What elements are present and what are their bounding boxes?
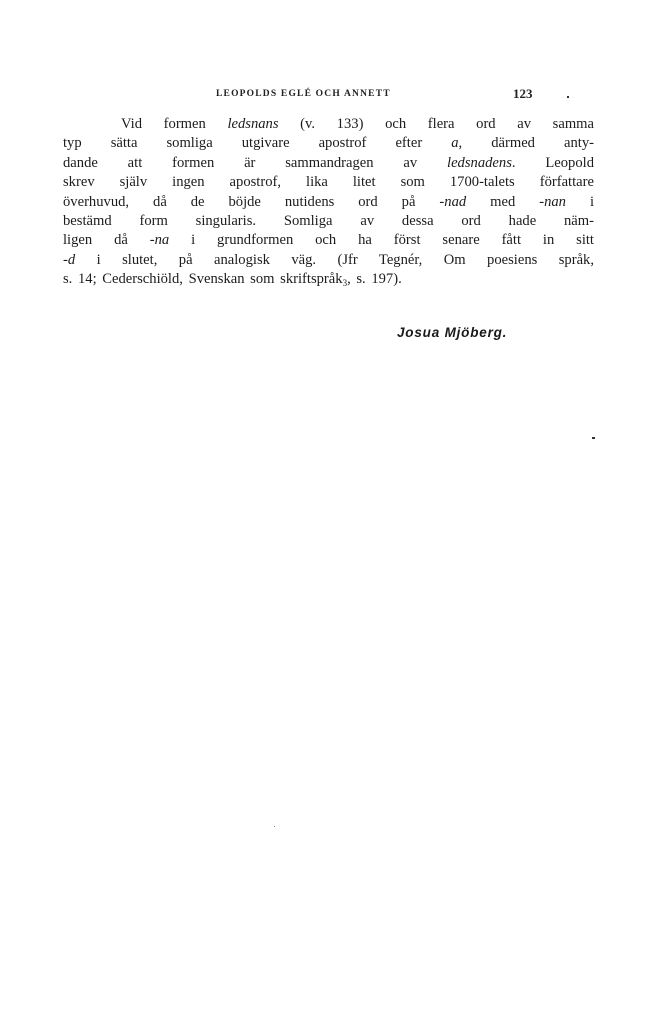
text-line	[63, 115, 594, 134]
text-segment: 3	[342, 278, 348, 289]
text-segment: i slutet, på analogisk väg. (Jfr Tegnér, Om poesiens språk,	[75, 251, 594, 268]
text-segment: i grundformen och ha först senare fått in sitt	[169, 232, 594, 249]
text-segment: ligen då	[63, 232, 150, 249]
text-segment: i	[565, 193, 594, 210]
text-segment: (v. 133) och flera ord av samma	[278, 116, 595, 132]
text-segment: skrev själv ingen apostrof, lika litet som 1700-talets författare	[63, 174, 594, 191]
italic-term: -d	[63, 251, 76, 268]
text-segment: Vid formen	[121, 116, 228, 132]
italic-term: -na	[149, 232, 170, 249]
text-line	[63, 251, 594, 270]
text-line	[63, 193, 594, 212]
scan-speck	[567, 96, 569, 98]
text-line	[63, 173, 594, 192]
page-number: 123	[513, 86, 533, 101]
text-segment: dande att formen är sammandragen av	[63, 154, 448, 171]
italic-term: ledsnans	[227, 116, 279, 132]
text-segment: s. 14; Cederschiöld, Svenskan som skriftspråk	[63, 271, 343, 288]
text-segment: . Leopold	[511, 154, 594, 171]
text-segment: , s. 197).	[347, 271, 402, 288]
running-head-title: LEOPOLDS EGLÉ OCH ANNETT	[216, 89, 391, 99]
author-signature: Josua Mjöberg.	[397, 325, 508, 340]
italic-term: -nan	[539, 193, 566, 210]
text-line	[63, 212, 594, 231]
text-line	[63, 134, 594, 153]
text-segment: överhuvud, då de böjde nutidens ord på	[63, 193, 440, 210]
text-line	[63, 154, 594, 173]
body-paragraph	[63, 115, 594, 290]
italic-term: a	[451, 135, 459, 152]
text-segment: bestämd form singularis. Somliga av dessa ord hade näm-	[63, 213, 594, 230]
text-line	[63, 231, 594, 250]
text-segment: , därmed anty-	[458, 135, 594, 152]
text-segment: typ sätta somliga utgivare apostrof efter	[63, 135, 452, 152]
text-line	[63, 270, 594, 289]
italic-term: -nad	[439, 193, 467, 210]
scan-speck	[592, 437, 595, 439]
scan-speck	[274, 826, 275, 827]
text-segment: med	[466, 193, 540, 210]
italic-term: ledsnadens	[447, 154, 512, 171]
